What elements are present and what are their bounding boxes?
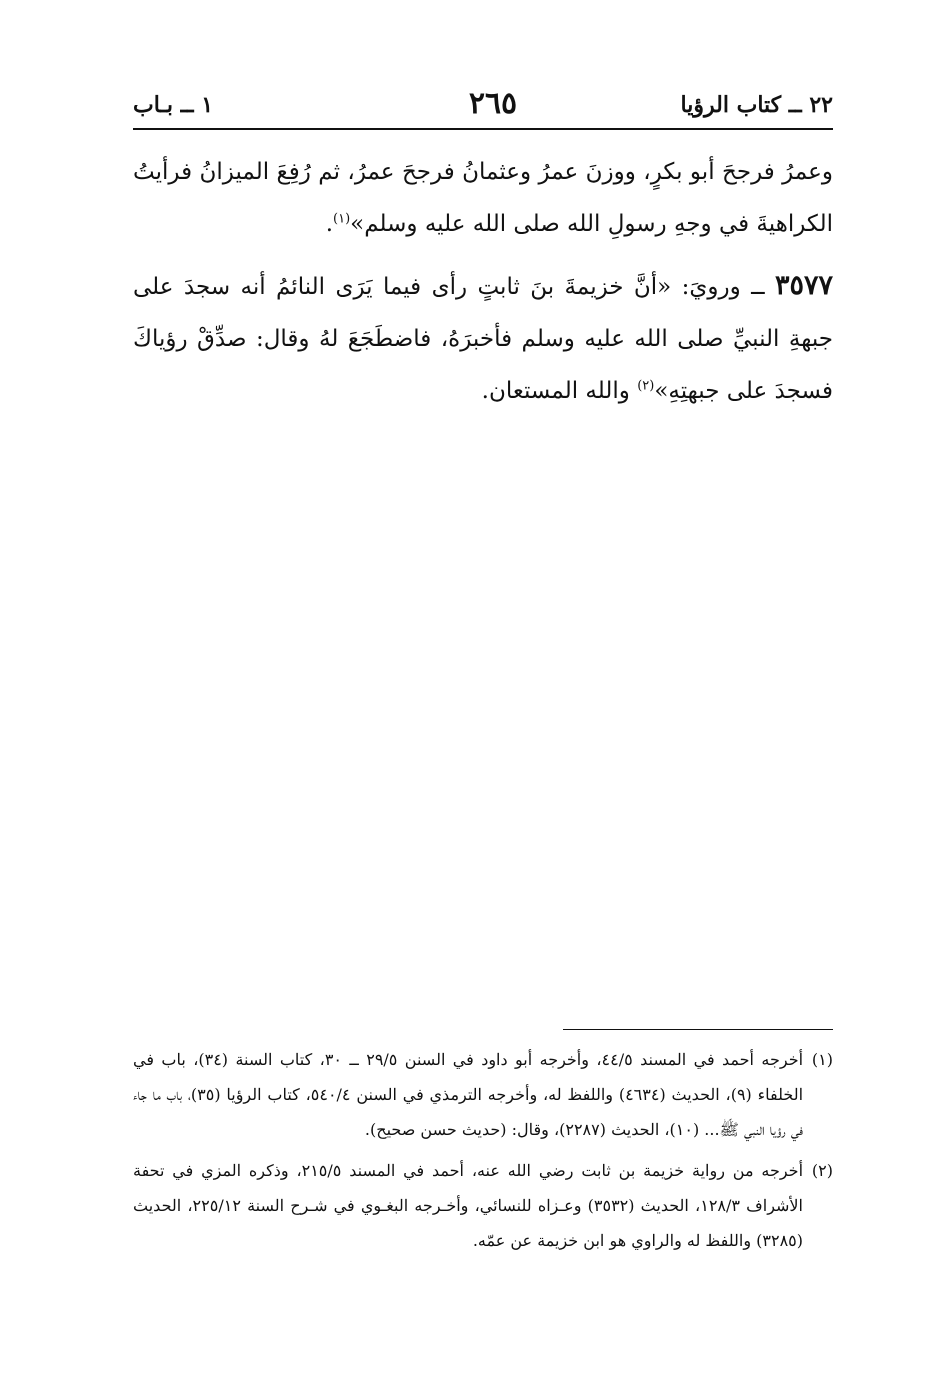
hadith-closing: والله المستعان. bbox=[481, 378, 638, 404]
hadith-paragraph bbox=[133, 260, 833, 417]
footnotes-section bbox=[133, 1042, 833, 1264]
paragraph-text: وعمرُ فرجحَ أبو بكرٍ، ووزنَ عمرُ وعثمانُ فرجحَ عمرُ، ثم رُفِعَ الميزانُ فرأيتُ الكراهيةَ في وجهِ رسولِ الله صلى الله عليه وسلم» bbox=[133, 159, 833, 237]
chapter-title: ٢٢ ــ كتاب الرؤيا bbox=[680, 92, 833, 118]
hadith-text: ــ ورويَ: «أنَّ خزيمةَ بنَ ثابتٍ رأى فيما يَرَى النائمُ أنه سجدَ على جبهةِ النبيِّ صلى الله عليه وسلم فأخبرَهُ، فاضطَجَعَ لهُ وقال: صدِّقْ رؤياكَ فسجدَ على جبهتِهِ» bbox=[133, 274, 833, 404]
footnote-text: أخرجه أحمد في المسند ٤٤/٥، وأخرجه أبو داود في السنن ٢٩/٥ ــ ٣٠، كتاب السنة (٣٤)، باب في الخلفاء (٩)، الحديث (٤٦٣٤) واللفظ له، وأخرجه الترمذي في السنن ٥٤٠/٤، كتاب الرؤيا (٣٥)، باب ما جاء في رؤيا النبي ﷺ... (١٠)، الحديث (٢٢٨٧)، وقال: (حديث حسن صحيح). bbox=[133, 1050, 804, 1139]
header-divider bbox=[133, 128, 833, 130]
footnote-marker-1: (١) bbox=[333, 211, 351, 227]
footnote-divider bbox=[563, 1029, 833, 1030]
hadith-number: ٣٥٧٧ bbox=[774, 270, 833, 301]
footnote-number: (١) bbox=[811, 1050, 833, 1069]
footnote-text: أخرجه من رواية خزيمة بن ثابت رضي الله عنه، أحمد في المسند ٢١٥/٥، وذكره المزي في تحفة الأشراف ١٢٨/٣، الحديث (٣٥٣٢) وعـزاه للنسائي، وأخـرجه البغـوي في شـرح السنة ٢٢٥/١٢، الحديث (٣٢٨٥) واللفظ له والراوي هو ابن خزيمة عن عمّه. bbox=[133, 1161, 804, 1250]
footnote-marker-2: (٢) bbox=[637, 378, 655, 394]
running-header bbox=[133, 86, 833, 126]
footnote-number: (٢) bbox=[811, 1161, 833, 1180]
footnote-1 bbox=[133, 1042, 833, 1147]
section-title: ١ ــ بـاب bbox=[133, 92, 214, 118]
paragraph-end: . bbox=[325, 211, 334, 237]
main-text bbox=[133, 146, 833, 417]
paragraph-continuation bbox=[133, 146, 833, 250]
page-number: ٢٦٥ bbox=[468, 86, 518, 121]
footnote-2 bbox=[133, 1153, 833, 1258]
